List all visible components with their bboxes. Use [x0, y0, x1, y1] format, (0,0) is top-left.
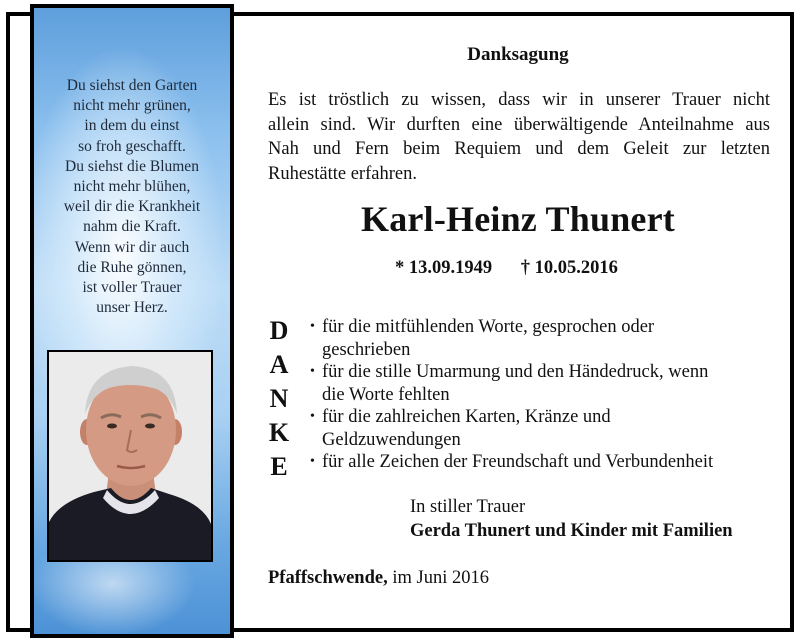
closing-phrase: In stiller Trauer	[410, 497, 526, 517]
bullet-icon: •	[310, 364, 315, 379]
list-item	[310, 361, 780, 406]
intro-line: Ruhestätte erfahren.	[268, 163, 417, 184]
list-item-line: für alle Zeichen der Freundschaft und Verbundenheit	[322, 452, 714, 472]
poem-line: nahm die Kraft.	[83, 218, 181, 236]
life-dates	[395, 258, 618, 279]
sidebar-panel	[30, 4, 234, 638]
portrait-photo	[47, 350, 213, 562]
intro-line: allein sind. Wir durften eine überwältigende Anteilnahme aus	[268, 114, 770, 135]
intro-line: Nah und Fern beim Requiem und dem Geleit zur letzten	[268, 139, 770, 159]
intro-line: Es ist tröstlich zu wissen, dass wir in unserer Trauer nicht	[268, 90, 770, 110]
mourners-signature: Gerda Thunert und Kinder mit Familien	[410, 521, 733, 541]
poem-line: Du siehst den Garten	[66, 77, 198, 94]
poem	[34, 76, 230, 318]
list-item-line: Geldzuwendungen	[322, 429, 461, 450]
danke-letter: N	[269, 384, 289, 413]
list-item	[310, 406, 780, 451]
place-date	[268, 568, 489, 589]
poem-line: die Ruhe gönnen,	[77, 258, 187, 276]
bullet-icon: •	[310, 319, 315, 334]
danke-letter: E	[270, 452, 288, 481]
poem-line: nicht mehr grünen,	[73, 97, 191, 115]
danke-acrostic	[264, 314, 294, 484]
danke-letter: K	[268, 418, 290, 447]
poem-line: Du siehst die Blumen	[65, 157, 199, 175]
danke-letter: D	[269, 316, 289, 345]
poem-line: Wenn wir dir auch	[74, 238, 190, 256]
thanks-list	[310, 316, 780, 474]
intro-paragraph	[268, 88, 770, 186]
list-item-line: für die zahlreichen Karten, Kränze und	[322, 407, 611, 427]
poem-line: weil dir die Krankheit	[63, 198, 201, 216]
list-item	[310, 316, 780, 361]
poem-line: ist voller Trauer	[82, 279, 182, 297]
deceased-name: Karl-Heinz Thunert	[361, 199, 675, 239]
heading-danksagung: Danksagung	[467, 44, 569, 65]
place-name: Pfaffschwende,	[268, 568, 388, 588]
list-item	[310, 451, 780, 474]
poem-line: unser Herz.	[96, 299, 168, 317]
poem-line: in dem du einst	[84, 117, 180, 135]
list-item-line: für die stille Umarmung und den Händedruck, wenn	[322, 362, 709, 382]
list-item-line: die Worte fehlten	[322, 384, 450, 405]
birth-date: * 13.09.1949	[395, 258, 493, 278]
sky-background	[34, 8, 230, 634]
bullet-icon: •	[310, 454, 315, 469]
bullet-icon: •	[310, 409, 315, 424]
list-item-line: geschrieben	[322, 339, 411, 360]
list-item-line: für die mitfühlenden Worte, gesprochen oder	[322, 317, 655, 337]
date-text: im Juni 2016	[392, 568, 489, 588]
danke-letter: A	[269, 350, 289, 379]
poem-line: nicht mehr blühen,	[73, 178, 191, 196]
death-date: † 10.05.2016	[520, 258, 618, 278]
poem-line: so froh geschafft.	[78, 137, 186, 155]
